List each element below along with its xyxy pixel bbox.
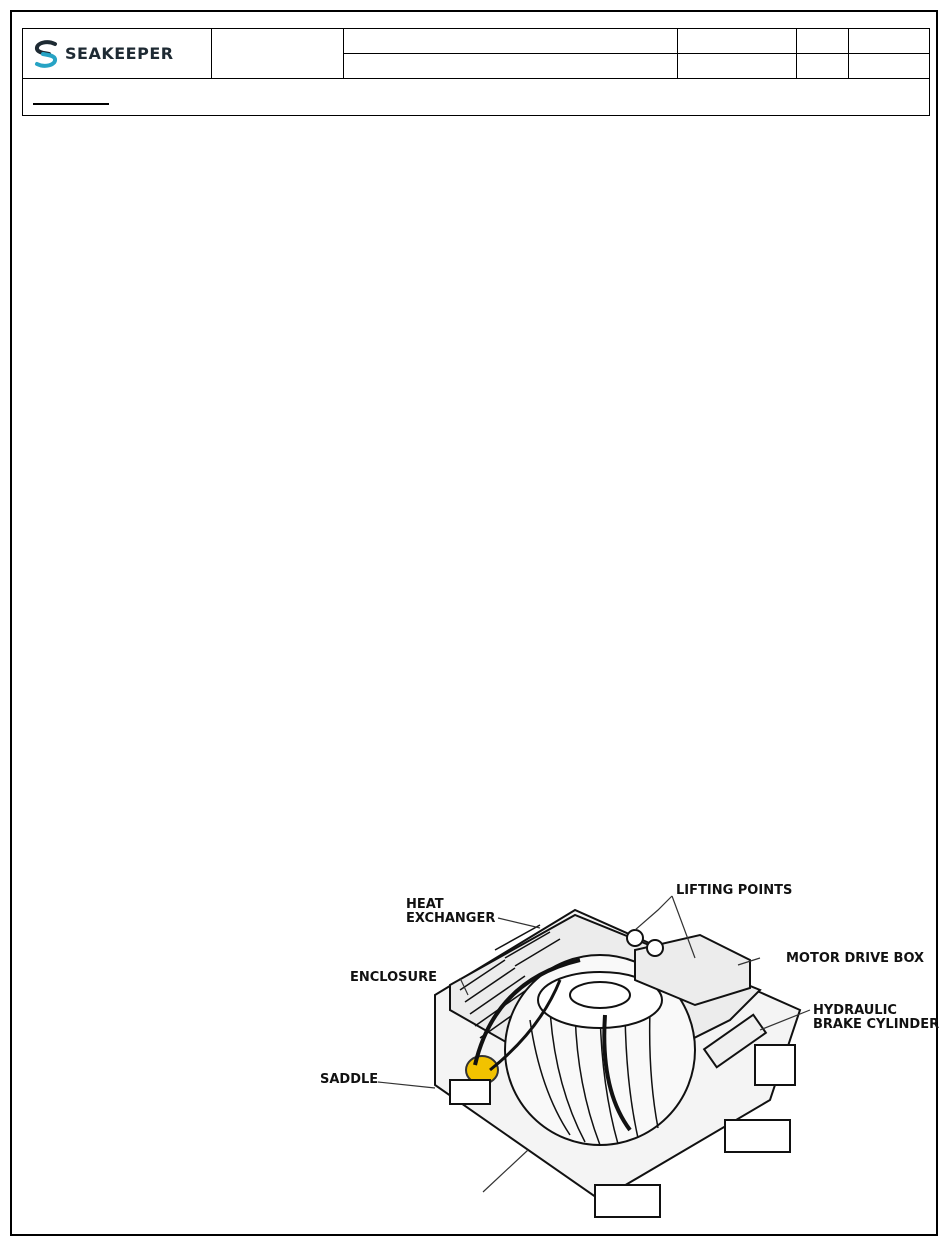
header-cell-page-2 [849, 54, 930, 79]
header-cell-doc-number-2 [678, 54, 797, 79]
lifting-point-1 [627, 930, 643, 946]
label-motor-drive-box: MOTOR DRIVE BOX [786, 951, 925, 966]
label-saddle: SADDLE [320, 1072, 379, 1087]
gyro-stabilizer-figure [300, 870, 945, 1225]
label-lifting-points: LIFTING POINTS [676, 883, 793, 898]
header-cell-rev-2 [797, 54, 849, 79]
label-hydraulic-brake-cylinder: HYDRAULIC BRAKE CYLINDER [813, 1003, 940, 1032]
header-cell-rev [797, 29, 849, 54]
section-underline [33, 103, 109, 105]
saddle-front-left [450, 1080, 490, 1104]
gyro-stabilizer-drawing [300, 870, 945, 1225]
lifting-point-2 [647, 940, 663, 956]
logo-wordmark: SEAKEEPER [65, 44, 174, 63]
label-enclosure: ENCLOSURE [350, 970, 437, 985]
logo-cell [23, 29, 212, 79]
header-cell-doc-type [212, 29, 344, 79]
header-cell-title [344, 29, 678, 54]
header-cell-doc-number [678, 29, 797, 54]
label-heat-exchanger: HEAT EXCHANGER [406, 897, 496, 926]
header-cell-title-2 [344, 54, 678, 79]
saddle-back [755, 1045, 795, 1085]
seakeeper-s-logo-icon [33, 40, 59, 68]
document-header [22, 28, 930, 116]
saddle-front-right [595, 1185, 660, 1217]
header-cell-page [849, 29, 930, 54]
saddle-right [725, 1120, 790, 1152]
